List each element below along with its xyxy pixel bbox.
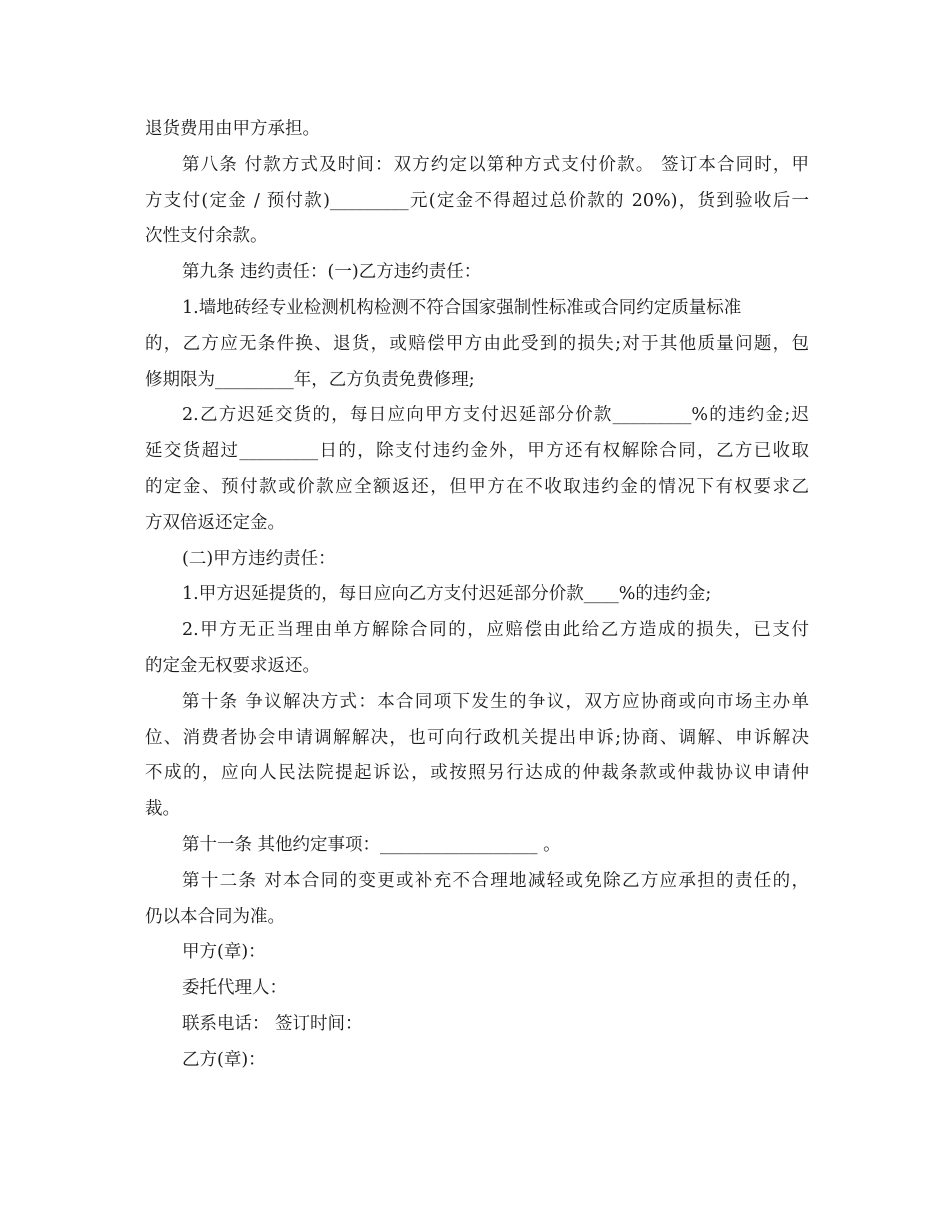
document-page (145, 112, 809, 1079)
text-line: 1.墙地砖经专业检测机构检测不符合国家强制性标准或合同约定质量标准 (182, 297, 742, 318)
text-line: 乙方(章)： (182, 1049, 266, 1070)
text-line: 方双倍返还定金。 (145, 512, 285, 533)
text-line: 1.甲方迟延提货的，每日应向乙方支付迟延部分价款____%的违约金; (182, 584, 712, 605)
text-line: (二)甲方违约责任： (182, 548, 336, 569)
text-line: 不成的，应向人民法院提起诉讼，或按照另行达成的仲裁条款或仲裁协议申请仲 (145, 763, 809, 784)
text-line: 延交货超过_________日的，除支付违约金外，甲方还有权解除合同，乙方已收取 (145, 441, 809, 462)
text-line: 委托代理人： (182, 978, 287, 999)
text-line: 联系电话： 签订时间： (182, 1013, 363, 1034)
text-line: 第九条 违约责任：(一)乙方违约责任： (182, 262, 482, 283)
text-line: 方支付(定金 / 预付款)_________元(定金不得超过总价款的 20%)，货到验收后一 (145, 190, 809, 211)
text-line: 退货费用由甲方承担。 (145, 119, 320, 139)
text-line: 修期限为_________年，乙方负责免费修理; (145, 369, 475, 390)
text-line: 位、消费者协会申请调解解决，也可向行政机关提出申诉;协商、调解、申诉解决 (145, 727, 809, 748)
text-line: 裁。 (145, 799, 180, 820)
text-line: 的定金、预付款或价款应全额返还，但甲方在不收取违约金的情况下有权要求乙 (145, 476, 809, 497)
text-line: 甲方(章)： (182, 942, 266, 963)
text-line: 第十条 争议解决方式：本合同项下发生的争议，双方应协商或向市场主办单 (182, 691, 809, 712)
text-line: 的定金无权要求返还。 (145, 655, 320, 676)
text-line: 仍以本合同为准。 (145, 906, 285, 927)
text-line: 次性支付余款。 (145, 226, 268, 247)
text-line: 2.乙方迟延交货的，每日应向甲方支付迟延部分价款_________%的违约金;迟 (182, 405, 809, 426)
text-line: 的，乙方应无条件换、退货，或赔偿甲方由此受到的损失;对于其他质量问题，包 (145, 333, 809, 354)
text-line: 第十二条 对本合同的变更或补充不合理地减轻或免除乙方应承担的责任的， (182, 870, 809, 891)
text-line: 2.甲方无正当理由单方解除合同的，应赔偿由此给乙方造成的损失，已支付 (182, 620, 809, 641)
text-line: 第十一条 其他约定事项：__________________ 。 (182, 834, 561, 855)
text-line: 第八条 付款方式及时间：双方约定以第种方式支付价款。 签订本合同时，甲 (182, 154, 809, 175)
